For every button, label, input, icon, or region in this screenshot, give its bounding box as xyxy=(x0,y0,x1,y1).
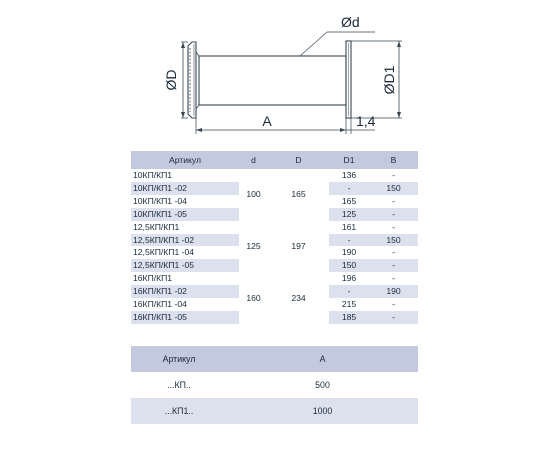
table-row xyxy=(131,272,418,285)
cell-article: 10КП/КП1 -04 xyxy=(131,195,239,208)
cell-article: 16КП/КП1 xyxy=(131,272,239,285)
cell-D: 197 xyxy=(268,221,329,273)
cell-B: 150 xyxy=(369,182,418,195)
cell-B: - xyxy=(369,246,418,259)
cell-D1: 190 xyxy=(329,246,369,259)
cell-D1: 136 xyxy=(329,169,369,182)
label-D: ØD xyxy=(163,69,179,91)
cell-d: 160 xyxy=(239,272,268,324)
cell-D1: 185 xyxy=(329,311,369,324)
cell-B: - xyxy=(369,169,418,182)
col-header-article: Артикул xyxy=(131,346,227,372)
cell-D1: 161 xyxy=(329,221,369,234)
cell-D1: - xyxy=(329,182,369,195)
adapter-drawing xyxy=(0,0,550,150)
col-header-B: B xyxy=(369,151,418,169)
cell-article: 10КП/КП1 -05 xyxy=(131,208,239,221)
cell-A: 1000 xyxy=(227,398,418,424)
col-header-D: D xyxy=(268,151,329,169)
cell-d: 100 xyxy=(239,169,268,221)
flange xyxy=(188,42,196,118)
length-table xyxy=(131,346,418,424)
cell-B: 150 xyxy=(369,234,418,247)
cell-D1: 196 xyxy=(329,272,369,285)
label-A: A xyxy=(262,113,272,129)
label-thickness: 1,4 xyxy=(356,113,376,129)
spec-table-header xyxy=(131,151,418,169)
table-row xyxy=(131,372,418,398)
cell-B: - xyxy=(369,208,418,221)
cell-B: 190 xyxy=(369,285,418,298)
cell-B: - xyxy=(369,259,418,272)
cell-article: 10КП/КП1 -02 xyxy=(131,182,239,195)
col-header-article: Артикул xyxy=(131,151,239,169)
cell-article: ...КП1.. xyxy=(131,398,227,424)
cell-D1: 150 xyxy=(329,259,369,272)
table-row xyxy=(131,398,418,424)
cell-D: 234 xyxy=(268,272,329,324)
table-row xyxy=(131,221,418,234)
label-d: Ød xyxy=(341,14,360,30)
length-table-header xyxy=(131,346,418,372)
cell-article: 12,5КП/КП1 xyxy=(131,221,239,234)
cell-A: 500 xyxy=(227,372,418,398)
cell-article: 12,5КП/КП1 -02 xyxy=(131,234,239,247)
cell-D1: - xyxy=(329,234,369,247)
label-D1: ØD1 xyxy=(381,65,397,95)
cell-D: 165 xyxy=(268,169,329,221)
col-header-d: d xyxy=(239,151,268,169)
cell-article: 16КП/КП1 -02 xyxy=(131,285,239,298)
cell-D1: 165 xyxy=(329,195,369,208)
spec-table xyxy=(131,151,418,324)
tube-body xyxy=(199,56,346,105)
cell-article: 16КП/КП1 -04 xyxy=(131,298,239,311)
cell-article: 12,5КП/КП1 -05 xyxy=(131,259,239,272)
cell-B: - xyxy=(369,195,418,208)
cell-article: 16КП/КП1 -05 xyxy=(131,311,239,324)
cell-B: - xyxy=(369,298,418,311)
cell-article: 12,5КП/КП1 -04 xyxy=(131,246,239,259)
cell-D1: - xyxy=(329,285,369,298)
col-header-D1: D1 xyxy=(329,151,369,169)
cell-B: - xyxy=(369,221,418,234)
cell-D1: 125 xyxy=(329,208,369,221)
cell-B: - xyxy=(369,311,418,324)
table-row xyxy=(131,169,418,182)
cell-D1: 215 xyxy=(329,298,369,311)
cell-article: 10КП/КП1 xyxy=(131,169,239,182)
cell-d: 125 xyxy=(239,221,268,273)
cell-B: - xyxy=(369,272,418,285)
col-header-A: A xyxy=(227,346,418,372)
cell-article: ...КП.. xyxy=(131,372,227,398)
